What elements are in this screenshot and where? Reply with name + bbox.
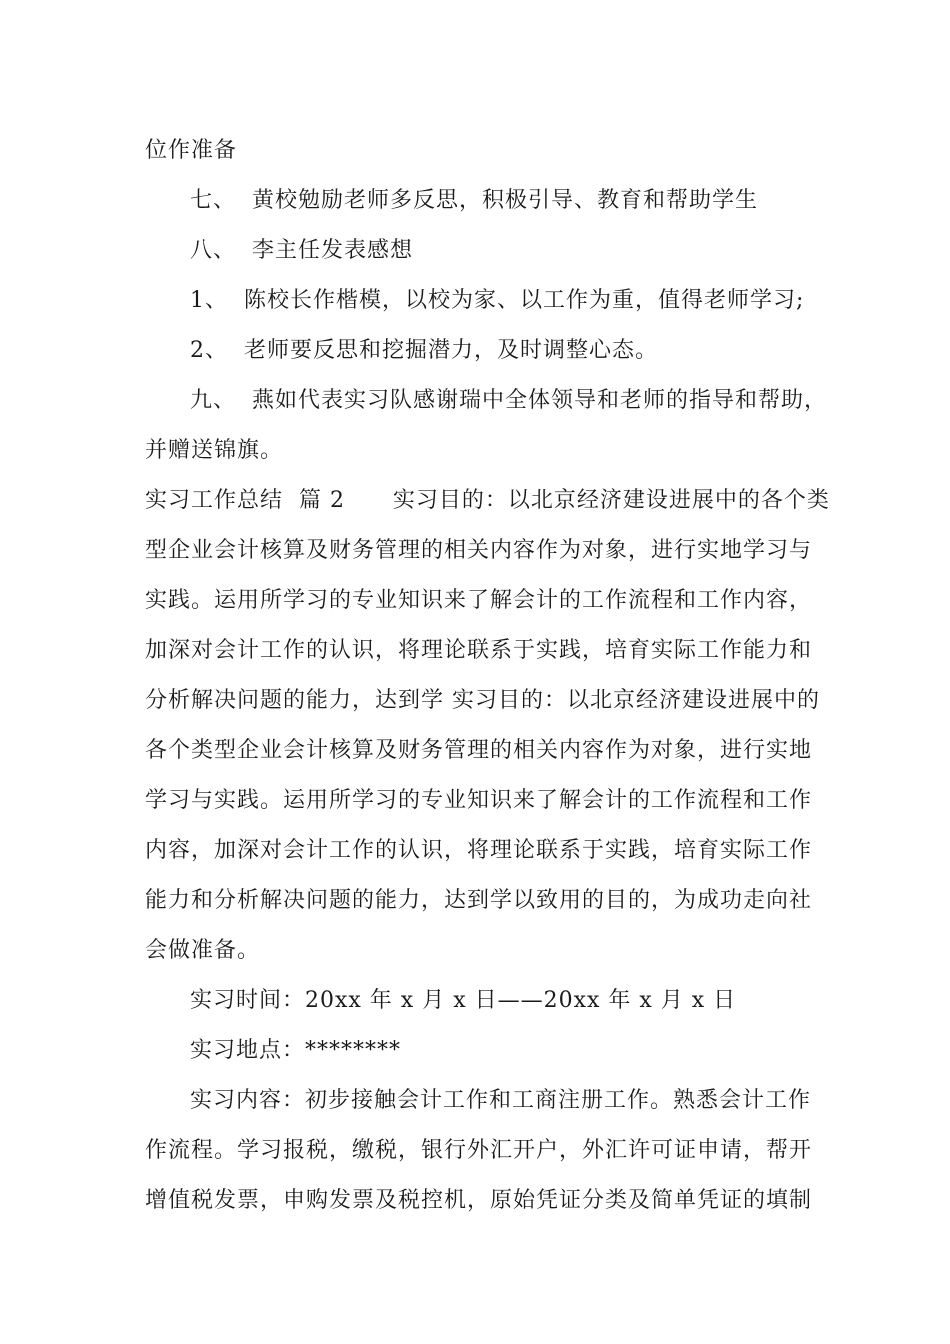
text-line: 增值税发票，申购发票及税控机，原始凭证分类及简单凭证的填制 (145, 1188, 813, 1213)
text-line: 1、 陈校长作楷模，以校为家、以工作为重，值得老师学习; (190, 288, 805, 313)
text-line: 作流程。学习报税，缴税，银行外汇开户，外汇许可证申请，帮开 (145, 1138, 813, 1163)
text-line: 实习内容：初步接触会计工作和工商注册工作。熟悉会计工作 (190, 1088, 812, 1113)
text-line: 能力和分析解决问题的能力，达到学以致用的目的，为成功走向社 (145, 888, 813, 913)
text-line: 位作准备 (145, 138, 238, 163)
text-line: 八、 李主任发表感想 (190, 238, 413, 263)
text-line: 实习地点：******** (190, 1038, 402, 1063)
text-line: 学习与实践。运用所学习的专业知识来了解会计的工作流程和工作 (145, 788, 813, 813)
text-line: 分析解决问题的能力，达到学 实习目的：以北京经济建设进展中的 (145, 688, 820, 713)
text-line: 九、 燕如代表实习队感谢瑞中全体领导和老师的指导和帮助， (190, 388, 827, 413)
text-line: 内容，加深对会计工作的认识，将理论联系于实践，培育实际工作 (145, 838, 813, 863)
text-line: 并赠送锦旗。 (145, 438, 284, 463)
text-line: 七、 黄校勉励老师多反思，积极引导、教育和帮助学生 (190, 188, 758, 213)
text-line: 加深对会计工作的认识，将理论联系于实践，培育实际工作能力和 (145, 638, 813, 663)
text-line: 2、 老师要反思和挖掘潜力，及时调整心态。 (190, 338, 658, 363)
section-heading-line: 实习工作总结 篇 2 实习目的：以北京经济建设进展中的各个类 (145, 488, 830, 513)
text-line: 型企业会计核算及财务管理的相关内容作为对象，进行实地学习与 (145, 538, 813, 563)
text-line: 各个类型企业会计核算及财务管理的相关内容作为对象，进行实地 (145, 738, 813, 763)
text-line: 会做准备。 (145, 938, 261, 963)
text-line: 实习时间：20xx 年 x 月 x 日——20xx 年 x 月 x 日 (190, 988, 737, 1013)
text-line: 实践。运用所学习的专业知识来了解会计的工作流程和工作内容， (145, 588, 813, 613)
